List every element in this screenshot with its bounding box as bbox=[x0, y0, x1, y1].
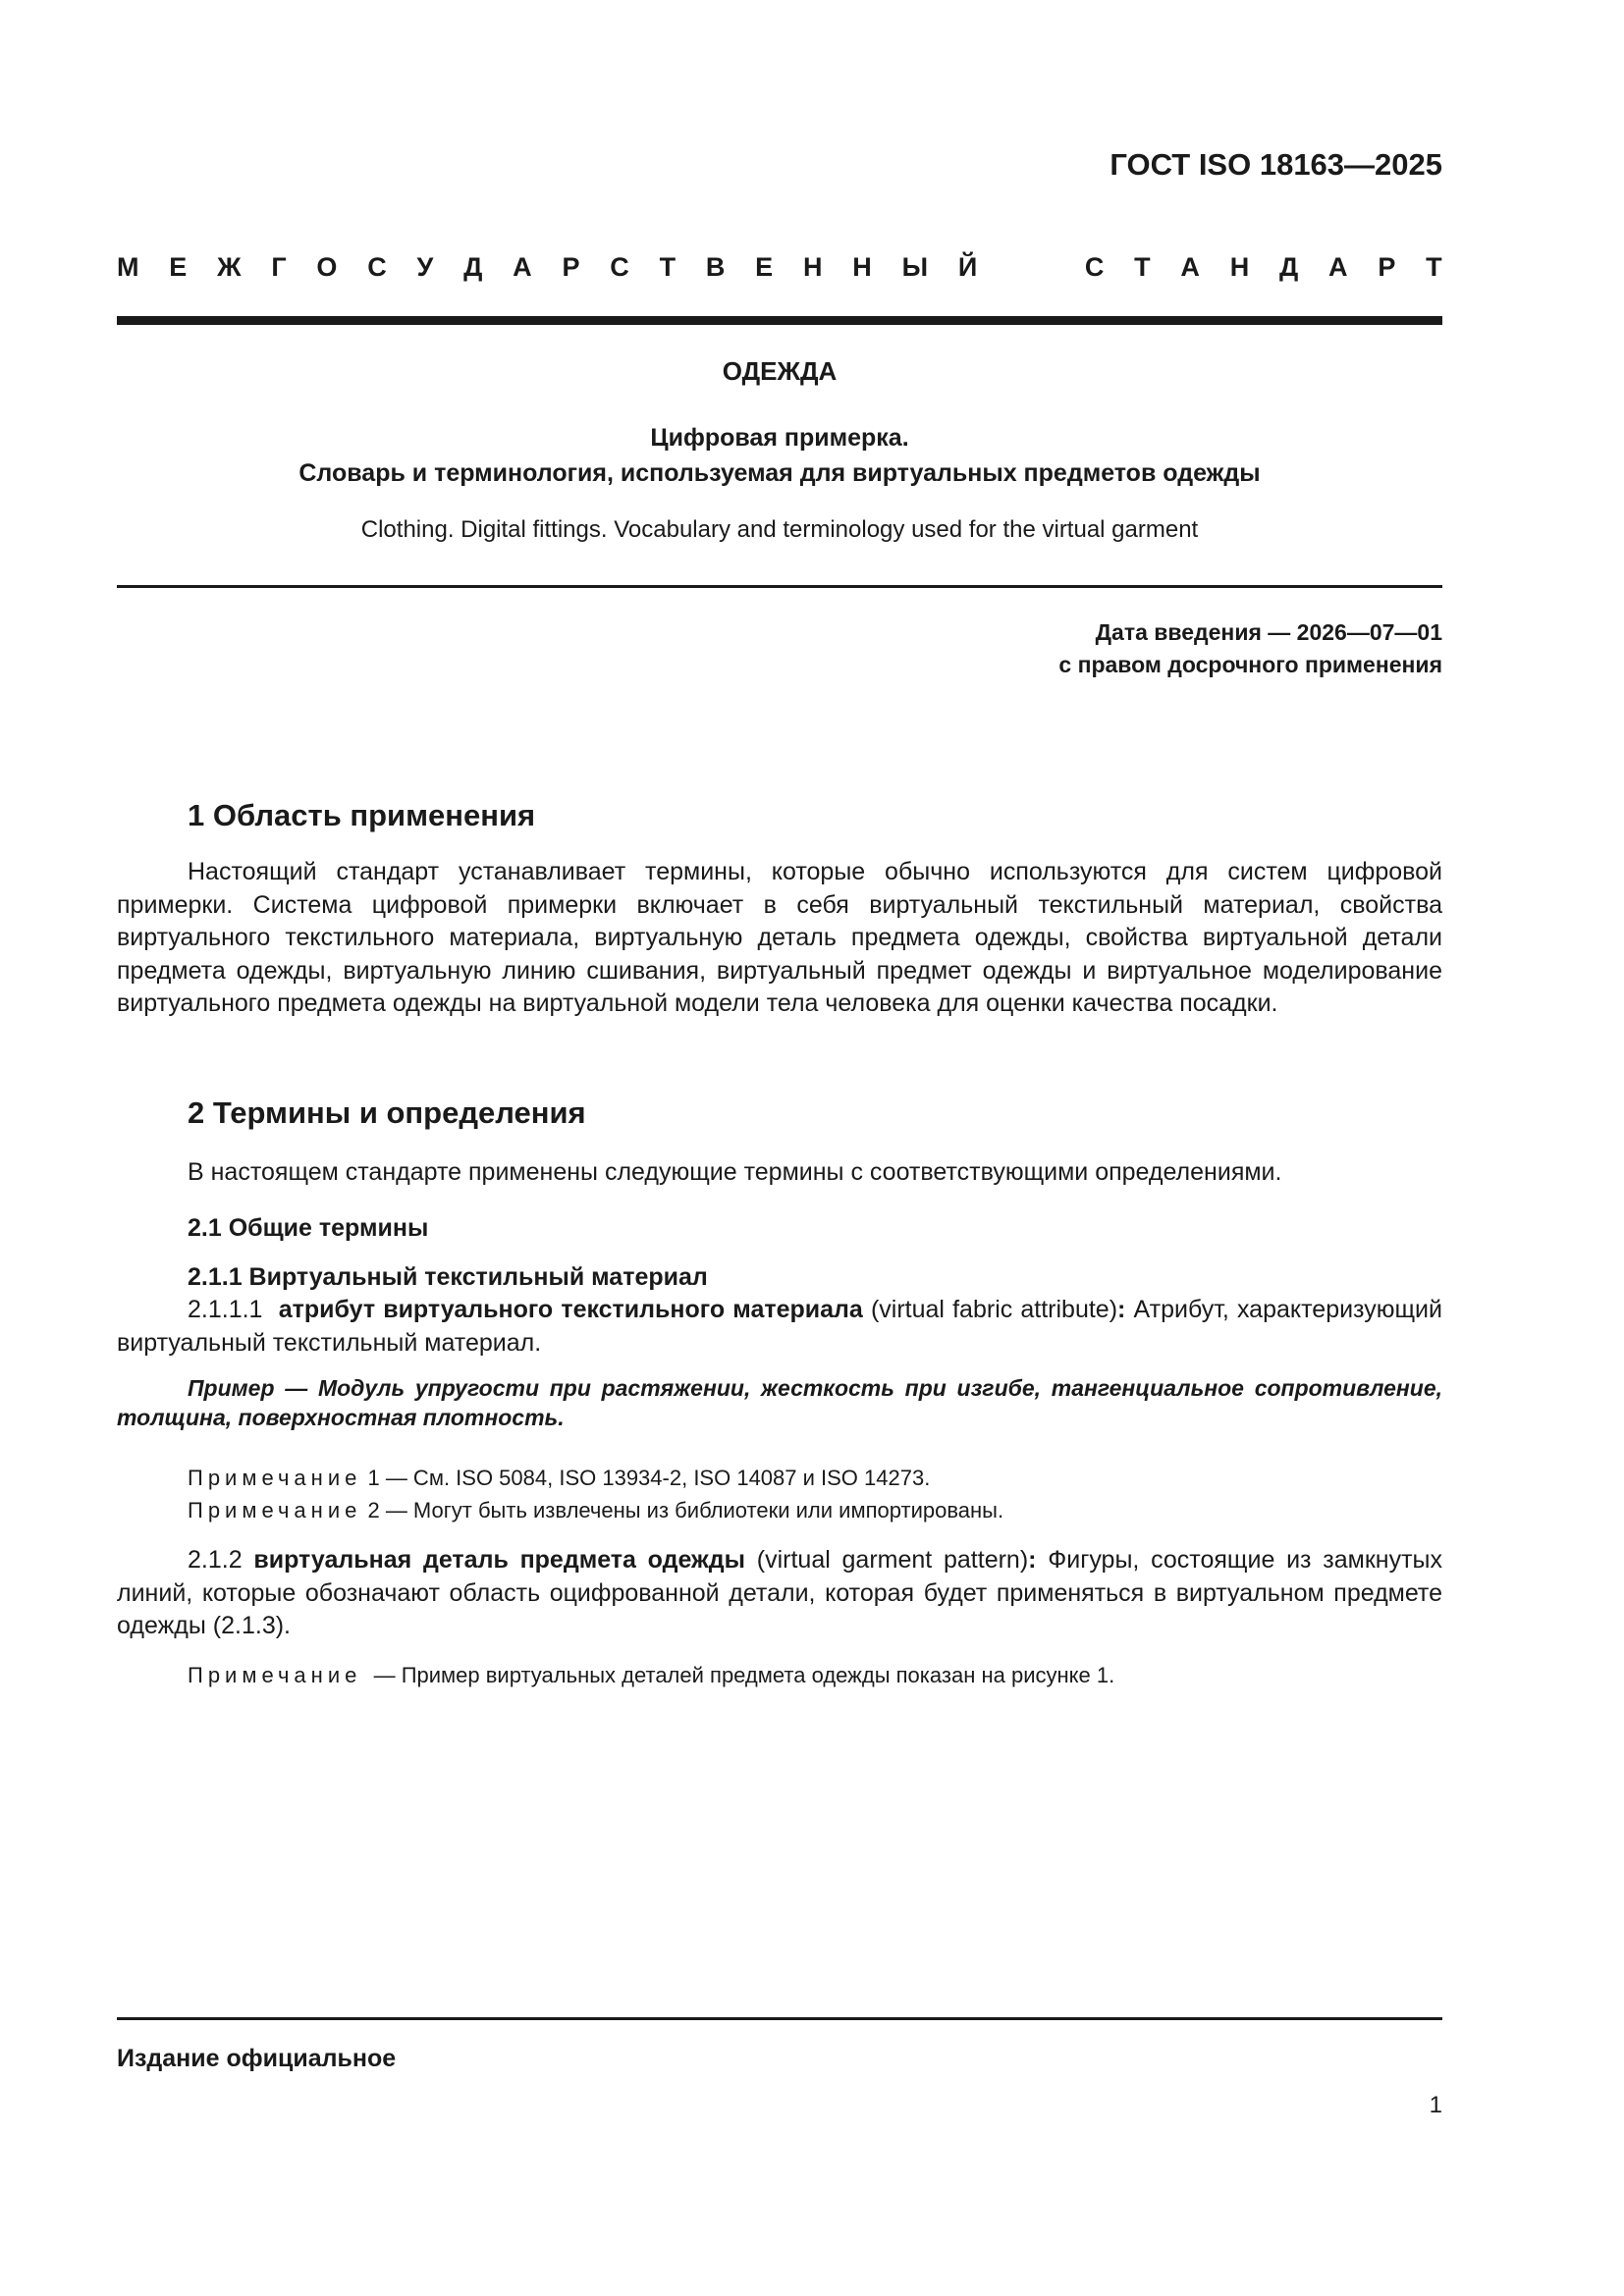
letter: С bbox=[367, 252, 387, 282]
subsection-2-1-heading: 2.1 Общие термины bbox=[188, 1214, 429, 1242]
gost-code: ГОСТ ISO 18163—2025 bbox=[1110, 147, 1442, 182]
subtitle-line-1: Цифровая примерка. bbox=[650, 424, 909, 452]
page-number: 1 bbox=[1429, 2092, 1442, 2118]
footer-rule bbox=[117, 2017, 1442, 2020]
title-rule bbox=[117, 585, 1442, 588]
letter: А bbox=[513, 252, 532, 282]
section-2-intro: В настоящем стандарте применены следующие термины с соответствующими определениями. bbox=[188, 1158, 1282, 1186]
note-3 bbox=[188, 1659, 1114, 1691]
letter: Ы bbox=[901, 252, 929, 282]
term-2-1-2 bbox=[117, 1544, 1442, 1643]
letter: Й bbox=[957, 252, 978, 282]
note-label: Примечание bbox=[188, 1663, 362, 1687]
subsection-2-1-1-heading: 2.1.1 Виртуальный текстильный материал bbox=[188, 1263, 708, 1291]
note-1 bbox=[188, 1462, 930, 1494]
letter: Р bbox=[562, 252, 580, 282]
header-rule bbox=[117, 316, 1442, 325]
introduction-date: Дата введения — 2026—07—01 bbox=[1095, 619, 1442, 645]
note-label: Примечание bbox=[188, 1498, 362, 1522]
letter: С bbox=[610, 252, 629, 282]
letter: О bbox=[316, 252, 338, 282]
letter: М bbox=[117, 252, 139, 282]
term-2-1-1-1 bbox=[117, 1294, 1442, 1360]
letter: Н bbox=[852, 252, 872, 282]
term-name: атрибут виртуального текстильного материала bbox=[278, 1296, 863, 1323]
section-1-heading: 1 Область применения bbox=[188, 798, 536, 832]
note-2 bbox=[188, 1494, 1003, 1526]
term-definition: Фигуры, состоящие из замкнутых линий, которые обозначают область оцифрованной детали, которая будет применяться в виртуальном предмете одежды (2.1.3). bbox=[117, 1546, 1442, 1639]
term-english: (virtual fabric attribute) bbox=[870, 1296, 1118, 1323]
letter: Д bbox=[1279, 252, 1299, 282]
term-number: 2.1.2 bbox=[188, 1546, 243, 1574]
english-title: Clothing. Digital fittings. Vocabulary and terminology used for the virtual garment bbox=[360, 516, 1199, 543]
letter: Ж bbox=[217, 252, 242, 282]
term-colon: : bbox=[1028, 1546, 1037, 1574]
letter: Т bbox=[1426, 252, 1442, 282]
note-label: Примечание bbox=[188, 1466, 362, 1490]
term-english: (virtual garment pattern) bbox=[756, 1546, 1029, 1574]
letter: У bbox=[416, 252, 434, 282]
document-subtitle bbox=[117, 420, 1442, 491]
term-name: виртуальная деталь предмета одежды bbox=[253, 1546, 746, 1574]
letter: А bbox=[1180, 252, 1200, 282]
letter: Г bbox=[271, 252, 287, 282]
term-colon: : bbox=[1117, 1296, 1126, 1323]
letter: Д bbox=[463, 252, 483, 282]
word-gap bbox=[1007, 252, 1055, 283]
letter: С bbox=[1084, 252, 1105, 282]
edition-label: Издание официальное bbox=[117, 2045, 397, 2072]
note-1-text: 1 — См. ISO 5084, ISO 13934-2, ISO 14087 и ISO 14273. bbox=[367, 1466, 931, 1490]
letter: Т bbox=[659, 252, 677, 282]
section-1-paragraph: Настоящий стандарт устанавливает термины, которые обычно используются для систем цифровой примерки. Система цифровой примерки включает в себя виртуальный текстильный материал, свойства виртуального текстильного материала, виртуальную деталь предмета одежды, свойства виртуальной детали предмета одежды, виртуальную линию сшивания, виртуальный предмет одежды и виртуальное моделирование виртуального предмета одежды на виртуальной модели тела человека для оценки качества посадки. bbox=[117, 858, 1442, 1017]
subtitle-line-2: Словарь и терминология, используемая для виртуальных предметов одежды bbox=[298, 459, 1261, 487]
letter: Н bbox=[1229, 252, 1250, 282]
letter: А bbox=[1328, 252, 1348, 282]
letter: Р bbox=[1378, 252, 1396, 282]
standard-type-line bbox=[117, 252, 1442, 283]
note-2-text: 2 — Могут быть извлечены из библиотеки или импортированы. bbox=[367, 1498, 1004, 1522]
letter: Е bbox=[169, 252, 188, 282]
example-block bbox=[117, 1373, 1442, 1432]
section-2-heading: 2 Термины и определения bbox=[188, 1095, 586, 1130]
example-text: Пример — Модуль упругости при растяжении, жесткость при изгибе, тангенциальное сопротивление, толщина, поверхностная плотность. bbox=[117, 1375, 1442, 1430]
letter: Т bbox=[1134, 252, 1151, 282]
letter: В bbox=[705, 252, 726, 282]
early-application: с правом досрочного применения bbox=[1058, 652, 1442, 677]
letter: Е bbox=[755, 252, 774, 282]
document-title: ОДЕЖДА bbox=[722, 356, 838, 386]
term-definition: Атрибут, характеризующий виртуальный текстильный материал. bbox=[117, 1296, 1442, 1357]
letter: Н bbox=[802, 252, 823, 282]
note-3-text: — Пример виртуальных деталей предмета одежды показан на рисунке 1. bbox=[373, 1663, 1115, 1687]
term-number: 2.1.1.1 bbox=[188, 1296, 263, 1323]
introduction-date-block bbox=[1058, 616, 1442, 681]
section-1-text bbox=[117, 856, 1442, 1021]
